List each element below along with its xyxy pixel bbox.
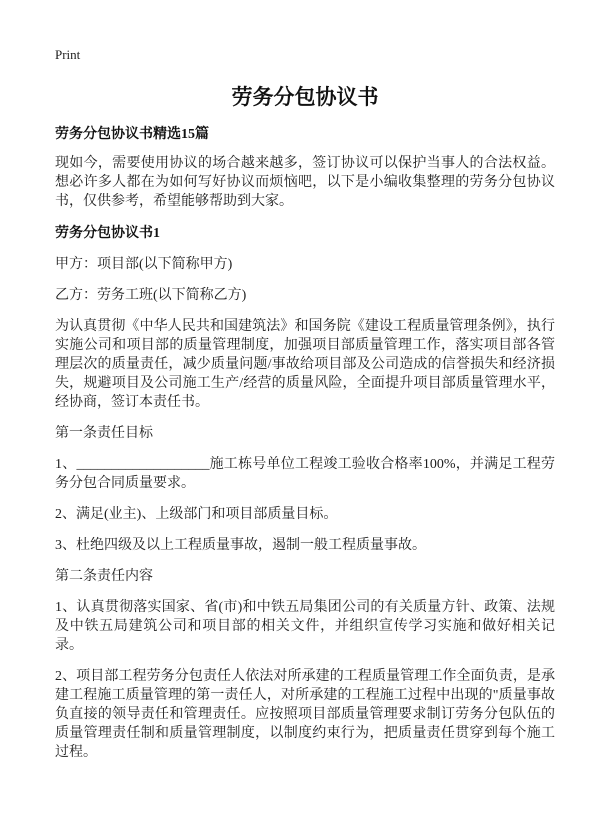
preamble-paragraph: 为认真贯彻《中华人民共和国建筑法》和国务院《建设工程质量管理条例》，执行实施公司和项目部的质量管理制度，加强项目部质量管理工作，落实项目部各管理层次的质量责任，减少质量问题/事故给项目部及公司造成的信誉损失和经济损失，规避项目及公司施工生产/经营的质量风险，全面提升项目部质量管理水平，经协商，签订本责任书。 [55,319,555,410]
fill-in-blank-underline: ___________________ [76,457,210,472]
article-1-item-3: 3、杜绝四级及以上工程质量事故，遏制一般工程质量事故。 [55,538,426,553]
article-1-heading: 第一条责任目标 [55,426,153,441]
article-2-heading: 第二条责任内容 [55,569,153,584]
print-link[interactable]: Print [55,47,81,62]
document-title: 劳务分包协议书 [231,85,379,109]
party-b-line: 乙方：劳务工班(以下简称乙方) [55,288,247,303]
article-1-item-2: 2、满足(业主)、上级部门和项目部质量目标。 [55,507,338,522]
intro-paragraph: 现如今，需要使用协议的场合越来越多，签订协议可以保护当事人的合法权益。想必许多人都在为如何写好协议而烦恼吧，以下是小编收集整理的劳务分包协议书，仅供参考，希望能够帮助到大家。 [55,156,555,209]
article-2-item-1: 1、认真贯彻落实国家、省(市)和中铁五局集团公司的有关质量方针、政策、法规及中铁五局建筑公司和项目部的相关文件，并组织宣传学习实施和做好相关记录。 [55,600,555,653]
section-heading-1: 劳务分包协议书1 [55,226,160,241]
article-1-item-1-number: 1、 [55,457,77,472]
document-subtitle: 劳务分包协议书精选15篇 [55,127,209,142]
party-a-line: 甲方：项目部(以下简称甲方) [55,257,233,272]
article-1-item-1 [55,455,555,493]
article-1-item-1-text: 施工栋号单位工程竣工验收合格率100%，并满足工程劳务分包合同质量要求。 [55,457,556,491]
article-2-item-2: 2、项目部工程劳务分包责任人依法对所承建的工程质量管理工作全面负责，是承建工程施工质量管理的第一责任人，对所承建的工程施工过程中出现的"质量事故负直接的领导责任和管理责任。应按照项目部质量管理要求制订劳务分包队伍的质量管理责任制和质量管理制度，以制度约束行为，把质量责任贯穿到每个施工过程。 [55,669,555,760]
